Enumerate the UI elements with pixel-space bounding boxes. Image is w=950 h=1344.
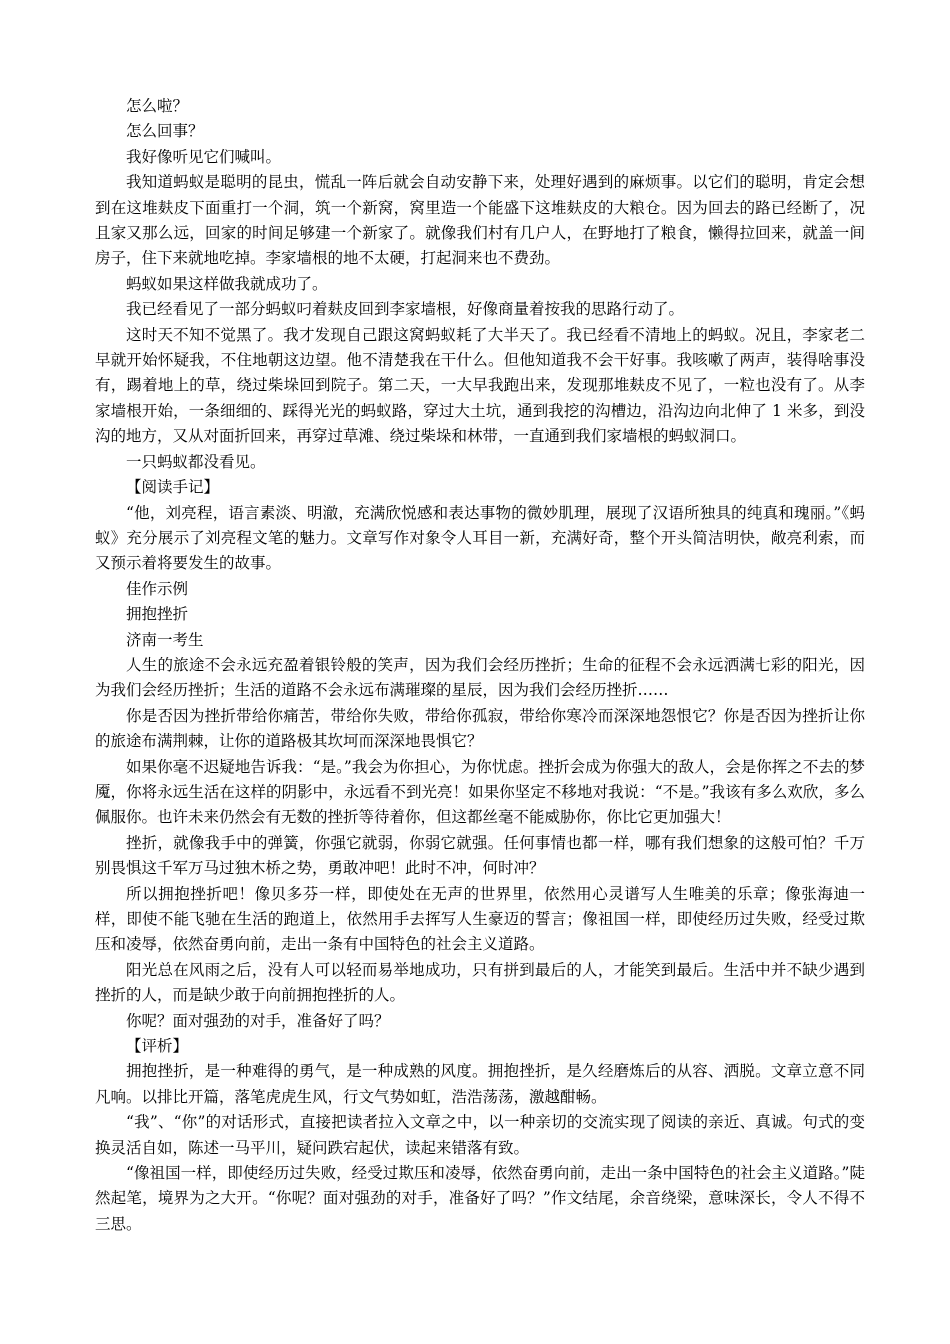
paragraph: 我好像听见它们喊叫。 [126, 147, 282, 166]
paragraph: “他，刘亮程，语言素淡、明澈，充满欣悦感和表达事物的微妙肌理，展现了汉语所独具的纯真和瑰丽。”《蚂蚁》充分展示了刘亮程文笔的魅力。文章写作对象令人耳目一新，充满好奇，整个开头简洁明快，敞亮利索，而又预示着将要发生的故事。 [95, 503, 865, 573]
paragraph: 你呢？面对强劲的对手，准备好了吗？ [126, 1011, 390, 1030]
section-heading-reading-notes: 【阅读手记】 [126, 478, 220, 497]
paragraph: 我已经看见了一部分蚂蚁叼着麸皮回到李家墙根，好像商量着按我的思路行动了。 [126, 300, 685, 319]
essay-author: 济南一考生 [126, 630, 204, 649]
paragraph: 我知道蚂蚁是聪明的昆虫，慌乱一阵后就会自动安静下来，处理好遇到的麻烦事。以它们的聪明，肯定会想到在这堆麸皮下面重打一个洞，筑一个新窝，窝里造一个能盛下这堆麸皮的大粮仓。因为回去的路已经断了，况且家又那么远，回家的时间足够建一个新家了。就像我们村有几户人，在野地打了粮食，懒得拉回来，就盖一间房子，住下来就地吃掉。李家墙根的地不太硬，打起洞来也不费劲。 [95, 173, 865, 268]
paragraph: 你是否因为挫折带给你痛苦，带给你失败，带给你孤寂，带给你寒冷而深深地怨恨它？你是否因为挫折让你的旅途布满荆棘，让你的道路极其坎坷而深深地畏惧它？ [95, 706, 865, 751]
paragraph: 拥抱挫折，是一种难得的勇气，是一种成熟的风度。拥抱挫折，是久经磨炼后的从容、洒脱。文章立意不同凡响。以排比开篇，落笔虎虎生风，行文气势如虹，浩浩荡荡，激越酣畅。 [95, 1062, 865, 1106]
paragraph: “像祖国一样，即使经历过失败，经受过欺压和凌辱，依然奋勇向前，走出一条中国特色的社会主义道路。”陡然起笔，境界为之大开。“你呢？面对强劲的对手，准备好了吗？”作文结尾，余音绕梁，意味深长，令人不得不三思。 [95, 1164, 865, 1233]
section-heading-commentary: 【评析】 [126, 1037, 189, 1056]
paragraph: 一只蚂蚁都没看见。 [126, 452, 266, 471]
paragraph: 阳光总在风雨之后，没有人可以轻而易举地成功，只有拼到最后的人，才能笑到最后。生活中并不缺少遇到挫折的人，而是缺少敢于向前拥抱挫折的人。 [95, 960, 865, 1005]
paragraph: “我”、“你”的对话形式，直接把读者拉入文章之中，以一种亲切的交流实现了阅读的亲近、真诚。句式的变换灵活自如，陈述一马平川，疑问跌宕起伏，读起来错落有致。 [95, 1113, 865, 1157]
paragraph: 人生的旅途不会永远充盈着银铃般的笑声，因为我们会经历挫折；生命的征程不会永远洒满七彩的阳光，因为我们会经历挫折；生活的道路不会永远布满璀璨的星辰，因为我们会经历挫折…… [95, 655, 865, 700]
paragraph: 怎么回事？ [126, 122, 204, 141]
paragraph: 这时天不知不觉黑了。我才发现自己跟这窝蚂蚁耗了大半天了。我已经看不清地上的蚂蚁。况且，李家老二早就开始怀疑我，不住地朝这边望。他不清楚我在干什么。但他知道我不会干好事。我咳嗽了两声，装得啥事没有，踢着地上的草，绕过柴垛回到院子。第二天，一大早我跑出来，发现那堆麸皮不见了，一粒也没有了。从李家墙根开始，一条细细的、踩得光光的蚂蚁路，穿过大土坑，通到我挖的沟槽边，沿沟边向北伸了 1 米多，到没沟的地方，又从对面折回来，再穿过草滩、绕过柴垛和林带，一直通到我们家墙根的蚂蚁洞口。 [95, 325, 865, 446]
paragraph: 所以拥抱挫折吧！像贝多芬一样，即使处在无声的世界里，依然用心灵谱写人生唯美的乐章；像张海迪一样，即使不能飞驰在生活的跑道上，依然用手去挥写人生豪迈的誓言；像祖国一样，即使经历过失败，经受过欺压和凌辱，依然奋勇向前，走出一条有中国特色的社会主义道路。 [95, 884, 865, 954]
paragraph: 如果你毫不迟疑地告诉我：“是。”我会为你担心，为你忧虑。挫折会成为你强大的敌人，会是你挥之不去的梦魇，你将永远生活在这样的阴影中，永远看不到光亮！如果你坚定不移地对我说：“不是。”我该有多么欢欣，多么佩服你。也许未来仍然会有无数的挫折等待着你，但这都丝毫不能威胁你，你比它更加强大！ [95, 757, 865, 827]
paragraph: 蚂蚁如果这样做我就成功了。 [126, 274, 328, 293]
paragraph: 怎么啦？ [126, 97, 189, 115]
document-page [95, 94, 865, 1237]
section-heading-example: 佳作示例 [126, 579, 189, 598]
essay-title: 拥抱挫折 [126, 605, 189, 624]
paragraph: 挫折，就像我手中的弹簧，你强它就弱，你弱它就强。任何事情也都一样，哪有我们想象的这般可怕？千万别畏惧这千军万马过独木桥之势，勇敢冲吧！此时不冲，何时冲？ [95, 833, 865, 878]
